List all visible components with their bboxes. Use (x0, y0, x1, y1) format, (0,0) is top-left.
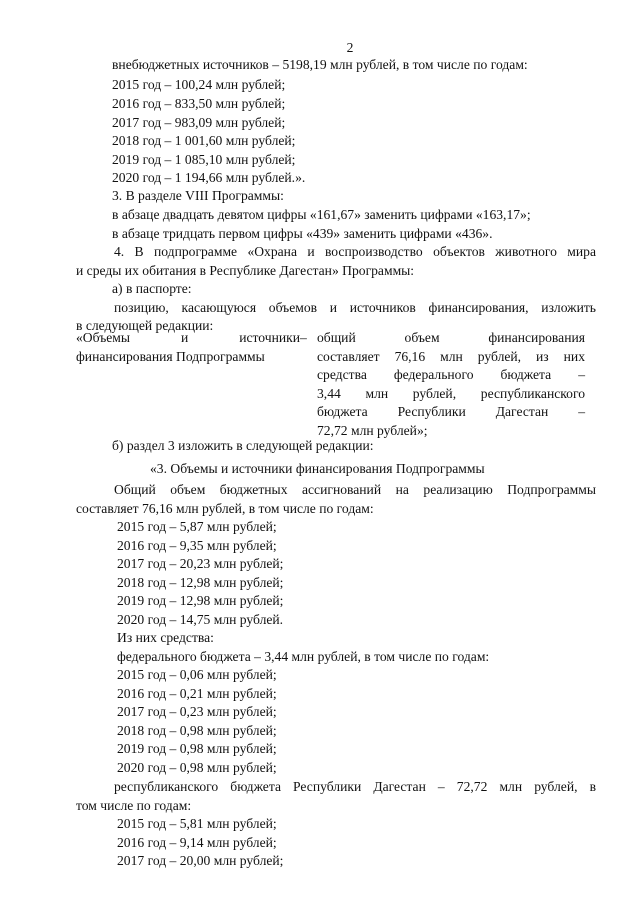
total-year: 2017 год – 20,23 млн рублей; (117, 556, 284, 571)
table-right-line: 72,72 млн рублей»; (317, 422, 428, 438)
federal-year: 2019 год – 0,98 млн рублей; (117, 741, 277, 756)
republic-line: республиканского бюджета Республики Дагестан – 72,72 млн рублей, в (114, 779, 596, 794)
sub-b: б) раздел 3 изложить в следующей редакции: (112, 438, 374, 453)
item4-sub-a: а) в паспорте: (112, 281, 192, 296)
intro-year: 2018 год – 1 001,60 млн рублей; (112, 133, 296, 148)
total-year: 2019 год – 12,98 млн рублей; (117, 593, 284, 608)
federal-year: 2015 год – 0,06 млн рублей; (117, 667, 277, 682)
federal-year: 2018 год – 0,98 млн рублей; (117, 723, 277, 738)
republic-year: 2017 год – 20,00 млн рублей; (117, 853, 284, 868)
republic-year: 2015 год – 5,81 млн рублей; (117, 816, 277, 831)
total-year: 2015 год – 5,87 млн рублей; (117, 519, 277, 534)
of-them: Из них средства: (117, 630, 214, 645)
intro-year: 2015 год – 100,24 млн рублей; (112, 77, 286, 92)
total-year: 2018 год – 12,98 млн рублей; (117, 575, 284, 590)
intro-year: 2020 год – 1 194,66 млн рублей.». (112, 170, 306, 185)
page-number: 2 (346, 40, 354, 55)
table-left-cell (76, 329, 300, 365)
total-line: составляет 76,16 млн рублей, в том числе по годам: (76, 501, 374, 516)
federal-year: 2020 год – 0,98 млн рублей; (117, 760, 277, 775)
republic-year: 2016 год – 9,14 млн рублей; (117, 835, 277, 850)
section-title: «3. Объемы и источники финансирования Подпрограммы (150, 461, 485, 476)
table-right-cell (317, 329, 585, 440)
total-year: 2016 год – 9,35 млн рублей; (117, 538, 277, 553)
table-left-line: финансирования Подпрограммы (76, 349, 265, 364)
table-left-word: «Объемы (76, 330, 130, 345)
table-right-line: общий объем финансирования (317, 330, 585, 345)
item4-position: в следующей редакции: (76, 318, 214, 333)
intro-year: 2017 год – 983,09 млн рублей; (112, 115, 286, 130)
intro-year: 2019 год – 1 085,10 млн рублей; (112, 152, 296, 167)
table-right-line: составляет 76,16 млн рублей, из них (317, 348, 585, 364)
total-year: 2020 год – 14,75 млн рублей. (117, 612, 284, 627)
item3-heading: 3. В разделе VIII Программы: (112, 188, 284, 203)
intro-year: 2016 год – 833,50 млн рублей; (112, 96, 286, 111)
item3-line: в абзаце двадцать девятом цифры «161,67» заменить цифрами «163,17»; (112, 207, 531, 222)
item4-line: и среды их обитания в Республике Дагестан» Программы: (76, 263, 415, 278)
federal-year: 2016 год – 0,21 млн рублей; (117, 686, 277, 701)
federal-line: федерального бюджета – 3,44 млн рублей, в том числе по годам: (117, 649, 490, 664)
item3-line: в абзаце тридцать первом цифры «439» заменить цифрами «436». (112, 226, 493, 241)
table-dash: – (300, 330, 307, 345)
item4-position: позицию, касающуюся объемов и источников финансирования, изложить (114, 300, 596, 315)
federal-year: 2017 год – 0,23 млн рублей; (117, 704, 277, 719)
intro-line: внебюджетных источников – 5198,19 млн рублей, в том числе по годам: (112, 57, 528, 72)
table-right-line: 3,44 млн рублей, республиканского (317, 385, 585, 401)
table-right-line: средства федерального бюджета – (317, 367, 585, 382)
republic-line: том числе по годам: (76, 798, 192, 813)
item4-line: 4. В подпрограмме «Охрана и воспроизводство объектов животного мира (114, 244, 596, 259)
table-right-line: бюджета Республики Дагестан – (317, 404, 585, 419)
table-left-word: источники (239, 330, 300, 345)
total-line: Общий объем бюджетных ассигнований на реализацию Подпрограммы (114, 482, 596, 497)
table-left-word: и (180, 330, 189, 345)
passport-table (0, 329, 640, 439)
